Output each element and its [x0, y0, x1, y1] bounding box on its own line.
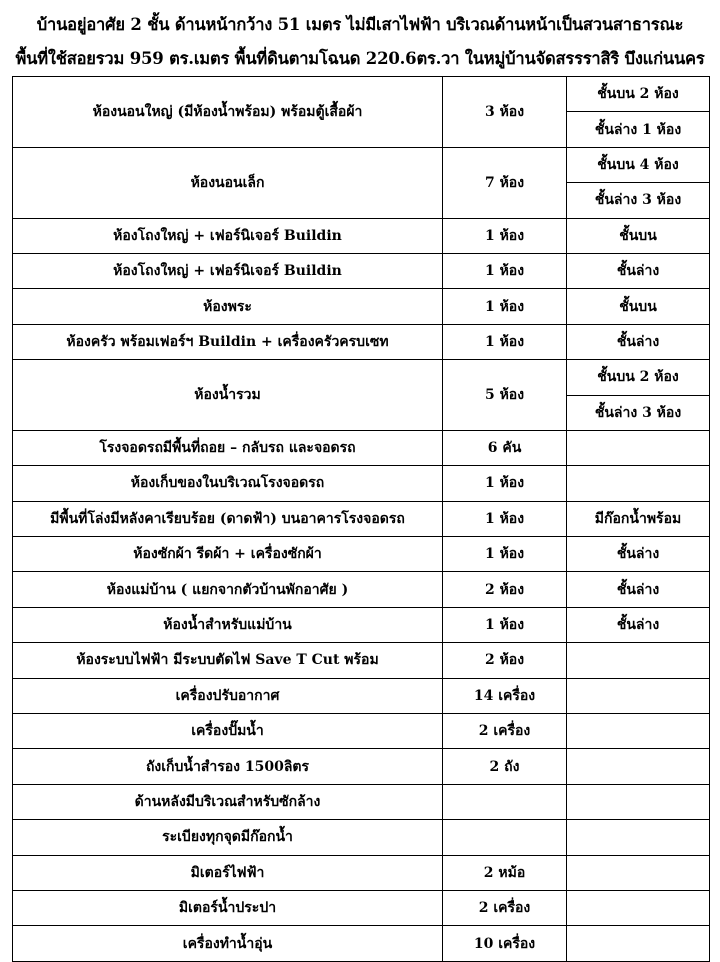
quantity-cell: 1 ห้อง: [443, 537, 567, 572]
item-cell: เครื่องปรับอากาศ: [13, 678, 443, 713]
location-cell: [567, 855, 710, 890]
quantity-cell: 2 เครื่อง: [443, 890, 567, 925]
features-table-body: [13, 77, 710, 962]
location-cell: ชั้นบน 4 ห้อง: [567, 147, 710, 182]
location-cell: [567, 643, 710, 678]
location-cell: ชั้นล่าง 3 ห้อง: [567, 183, 710, 218]
table-row: [13, 890, 710, 925]
location-cell: [567, 430, 710, 465]
table-row: [13, 466, 710, 501]
location-cell: [567, 678, 710, 713]
location-cell: ชั้นล่าง: [567, 572, 710, 607]
table-row: [13, 784, 710, 819]
table-row: [13, 501, 710, 536]
item-cell: ห้องนอนเล็ก: [13, 147, 443, 218]
item-cell: โรงจอดรถมีพื้นที่ถอย – กลับรถ และจอดรถ: [13, 430, 443, 465]
location-cell: [567, 890, 710, 925]
quantity-cell: 6 คัน: [443, 430, 567, 465]
table-row: [13, 360, 710, 395]
location-cell: มีก๊อกน้ำพร้อม: [567, 501, 710, 536]
location-cell: ชั้นบน: [567, 289, 710, 324]
table-row: [13, 749, 710, 784]
location-cell: [567, 820, 710, 855]
quantity-cell: 2 ห้อง: [443, 643, 567, 678]
location-cell: [567, 749, 710, 784]
location-cell: ชั้นบน: [567, 218, 710, 253]
item-cell: ห้องโถงใหญ่ + เฟอร์นิเจอร์ Buildin: [13, 253, 443, 288]
quantity-cell: 10 เครื่อง: [443, 926, 567, 961]
location-cell: ชั้นล่าง: [567, 537, 710, 572]
location-cell: ชั้นล่าง: [567, 253, 710, 288]
location-cell: ชั้นล่าง: [567, 607, 710, 642]
item-cell: ห้องครัว พร้อมเฟอร์ฯ Buildin + เครื่องครัวครบเซท: [13, 324, 443, 359]
location-cell: ชั้นบน 2 ห้อง: [567, 77, 710, 112]
quantity-cell: 14 เครื่อง: [443, 678, 567, 713]
item-cell: เครื่องปั๊มน้ำ: [13, 714, 443, 749]
header-line-2: พื้นที่ใช้สอยรวม 959 ตร.เมตร พื้นที่ดินตามโฉนด 220.6ตร.วา ในหมู่บ้านจัดสรรราสิริ บึงแก่นนคร: [15, 49, 705, 68]
table-row: [13, 678, 710, 713]
table-row: [13, 77, 710, 112]
quantity-cell: 2 หม้อ: [443, 855, 567, 890]
table-row: [13, 253, 710, 288]
features-table: [12, 76, 710, 962]
table-row: [13, 218, 710, 253]
quantity-cell: [443, 820, 567, 855]
item-cell: มิเตอร์น้ำประปา: [13, 890, 443, 925]
quantity-cell: 1 ห้อง: [443, 289, 567, 324]
item-cell: เครื่องทำน้ำอุ่น: [13, 926, 443, 961]
quantity-cell: 1 ห้อง: [443, 607, 567, 642]
item-cell: ห้องเก็บของในบริเวณโรงจอดรถ: [13, 466, 443, 501]
location-cell: [567, 926, 710, 961]
item-cell: ถังเก็บน้ำสำรอง 1500ลิตร: [13, 749, 443, 784]
table-row: [13, 855, 710, 890]
quantity-cell: 1 ห้อง: [443, 501, 567, 536]
item-cell: ห้องระบบไฟฟ้า มีระบบตัดไฟ Save T Cut พร้อม: [13, 643, 443, 678]
item-cell: ห้องน้ำรวม: [13, 360, 443, 431]
table-row: [13, 147, 710, 182]
quantity-cell: 2 เครื่อง: [443, 714, 567, 749]
item-cell: ระเบียงทุกจุดมีก๊อกน้ำ: [13, 820, 443, 855]
location-cell: ชั้นบน 2 ห้อง: [567, 360, 710, 395]
item-cell: ห้องน้ำสำหรับแม่บ้าน: [13, 607, 443, 642]
table-row: [13, 572, 710, 607]
location-cell: ชั้นล่าง: [567, 324, 710, 359]
quantity-cell: 1 ห้อง: [443, 253, 567, 288]
item-cell: ห้องพระ: [13, 289, 443, 324]
item-cell: มิเตอร์ไฟฟ้า: [13, 855, 443, 890]
location-cell: [567, 784, 710, 819]
quantity-cell: 1 ห้อง: [443, 324, 567, 359]
header-line-1: บ้านอยู่อาศัย 2 ชั้น ด้านหน้ากว้าง 51 เมตร ไม่มีเสาไฟฟ้า บริเวณด้านหน้าเป็นสวนสาธารณะ: [36, 15, 684, 34]
table-row: [13, 714, 710, 749]
item-cell: ห้องแม่บ้าน ( แยกจากตัวบ้านพักอาศัย ): [13, 572, 443, 607]
item-cell: ห้องโถงใหญ่ + เฟอร์นิเจอร์ Buildin: [13, 218, 443, 253]
quantity-cell: 2 ห้อง: [443, 572, 567, 607]
quantity-cell: 1 ห้อง: [443, 218, 567, 253]
table-row: [13, 607, 710, 642]
quantity-cell: 5 ห้อง: [443, 360, 567, 431]
item-cell: มีพื้นที่โล่งมีหลังคาเรียบร้อย (ดาดฟ้า) บนอาคารโรงจอดรถ: [13, 501, 443, 536]
document-header: [0, 0, 720, 80]
location-cell: [567, 714, 710, 749]
location-cell: ชั้นล่าง 1 ห้อง: [567, 112, 710, 147]
quantity-cell: 7 ห้อง: [443, 147, 567, 218]
location-cell: [567, 466, 710, 501]
table-row: [13, 289, 710, 324]
table-row: [13, 643, 710, 678]
quantity-cell: 3 ห้อง: [443, 77, 567, 148]
location-cell: ชั้นล่าง 3 ห้อง: [567, 395, 710, 430]
quantity-cell: 1 ห้อง: [443, 466, 567, 501]
item-cell: ห้องซักผ้า รีดผ้า + เครื่องซักผ้า: [13, 537, 443, 572]
item-cell: ห้องนอนใหญ่ (มีห้องน้ำพร้อม) พร้อมตู้เสื้อผ้า: [13, 77, 443, 148]
table-row: [13, 820, 710, 855]
quantity-cell: [443, 784, 567, 819]
quantity-cell: 2 ถัง: [443, 749, 567, 784]
table-row: [13, 430, 710, 465]
item-cell: ด้านหลังมีบริเวณสำหรับซักล้าง: [13, 784, 443, 819]
table-row: [13, 926, 710, 961]
table-row: [13, 324, 710, 359]
table-row: [13, 537, 710, 572]
